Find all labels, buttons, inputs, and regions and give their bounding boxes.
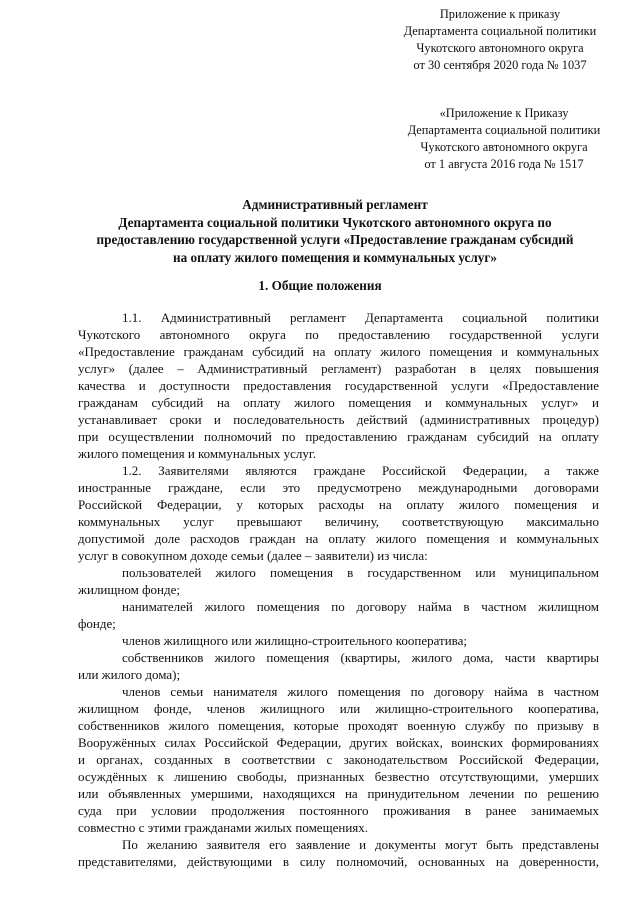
annotation-line: Департамента социальной политики (403, 24, 597, 38)
body-line: По желанию заявителя его заявление и документы могут быть представлены (122, 837, 599, 852)
annotation-line: Приложение к приказу (439, 7, 561, 21)
body-line: пользователей жилого помещения в государственном или муниципальном (122, 565, 599, 580)
annotation-line: Чукотского автономного округа (416, 41, 584, 55)
body-line: допустимой доле расходов граждан на оплату жилого помещения и коммунальных (78, 531, 599, 546)
annotation-line: Департамента социальной политики (407, 123, 601, 137)
body-line: услуг» (далее – Административный регламент) разработан в целях повышения (78, 361, 599, 376)
section-heading: 1. Общие положения (258, 278, 382, 293)
body-line: «Предоставление гражданам субсидий на оплату жилого помещения и коммунальных (78, 344, 599, 359)
body-line: качества и доступности предоставления государственной услуги «Предоставление (78, 378, 599, 393)
body-line: собственников жилого помещения (квартиры, жилого дома, части квартиры (122, 650, 599, 665)
body-line: иностранные граждане, если это предусмотрено международными договорами (78, 480, 599, 495)
title-line: Департамента социальной политики Чукотского автономного округа по (118, 214, 552, 230)
body-line: Вооружённых силах Российской Федерации, других войсках, воинских формированиях (78, 735, 599, 750)
body-line: членов жилищного или жилищно-строительного кооператива; (122, 633, 468, 648)
body-line: или жилого дома); (78, 667, 181, 682)
body-line: Чукотского автономного округа по предоставлению государственной услуги (78, 327, 599, 342)
body-line: 1.2. Заявителями являются граждане Российской Федерации, а также (122, 463, 599, 478)
body-line: нанимателей жилого помещения по договору найма в частном жилищном (122, 599, 599, 614)
body-line: или объявленных умершими, находящихся на принудительном лечении по решению (78, 786, 599, 801)
body-line: гражданам субсидий на оплату жилого помещения и коммунальных услуг» и (78, 395, 599, 410)
body-line: собственников жилого помещения, которые проходят военную службу по призыву в (78, 718, 599, 733)
title-line: предоставлению государственной услуги «Предоставление гражданам субсидий (96, 232, 574, 247)
annotation-current-order (385, 6, 615, 74)
body-line: представителями, действующими в силу полномочий, основанных на доверенности, (78, 854, 599, 869)
body-line: устанавливает сроки и последовательность действий (административных процедур) (78, 412, 599, 427)
body-line: услуг в совокупном доходе семьи (далее – заявители) из числа: (78, 548, 428, 563)
body-line: членов семьи нанимателя жилого помещения по договору найма в частном (122, 684, 599, 699)
title-line: на оплату жилого помещения и коммунальных услуг» (173, 249, 497, 265)
body-line: совместно с этими гражданами жилых помещениях. (78, 820, 369, 835)
annotation-line: «Приложение к Приказу (439, 106, 569, 120)
body-line: суда при условии продолжения постоянного проживания в ранее занимаемых (78, 803, 599, 818)
body-line: при осуществлении полномочий по предоставлению гражданам субсидий на оплату (78, 429, 599, 444)
title-line: Административный регламент (242, 197, 428, 212)
annotation-line: от 1 августа 2016 года № 1517 (424, 157, 584, 171)
body-line: фонде; (78, 616, 116, 631)
body-line: жилого помещения и коммунальных услуг. (78, 446, 316, 461)
body-line: осуждённых к лишению свободы, признанных безвестно отсутствующими, умерших (78, 769, 599, 784)
body-line: коммунальных услуг превышают величину, соответствующую максимально (78, 514, 599, 529)
body-line: жилищном фонде, членов жилищного или жилищно-строительного кооператива, (78, 701, 599, 716)
annotation-original-order (393, 105, 615, 173)
body-line: жилищном фонде; (78, 582, 180, 597)
document-title (70, 196, 600, 266)
body-line: и органах, созданных в соответствии с законодательством Российской Федерации, (78, 752, 599, 767)
body-line: 1.1. Административный регламент Департамента социальной политики (122, 310, 599, 325)
body-line: Российской Федерации, у которых расходы на оплату жилого помещения и (78, 497, 599, 512)
annotation-line: от 30 сентября 2020 года № 1037 (413, 58, 587, 72)
annotation-line: Чукотского автономного округа (420, 140, 588, 154)
